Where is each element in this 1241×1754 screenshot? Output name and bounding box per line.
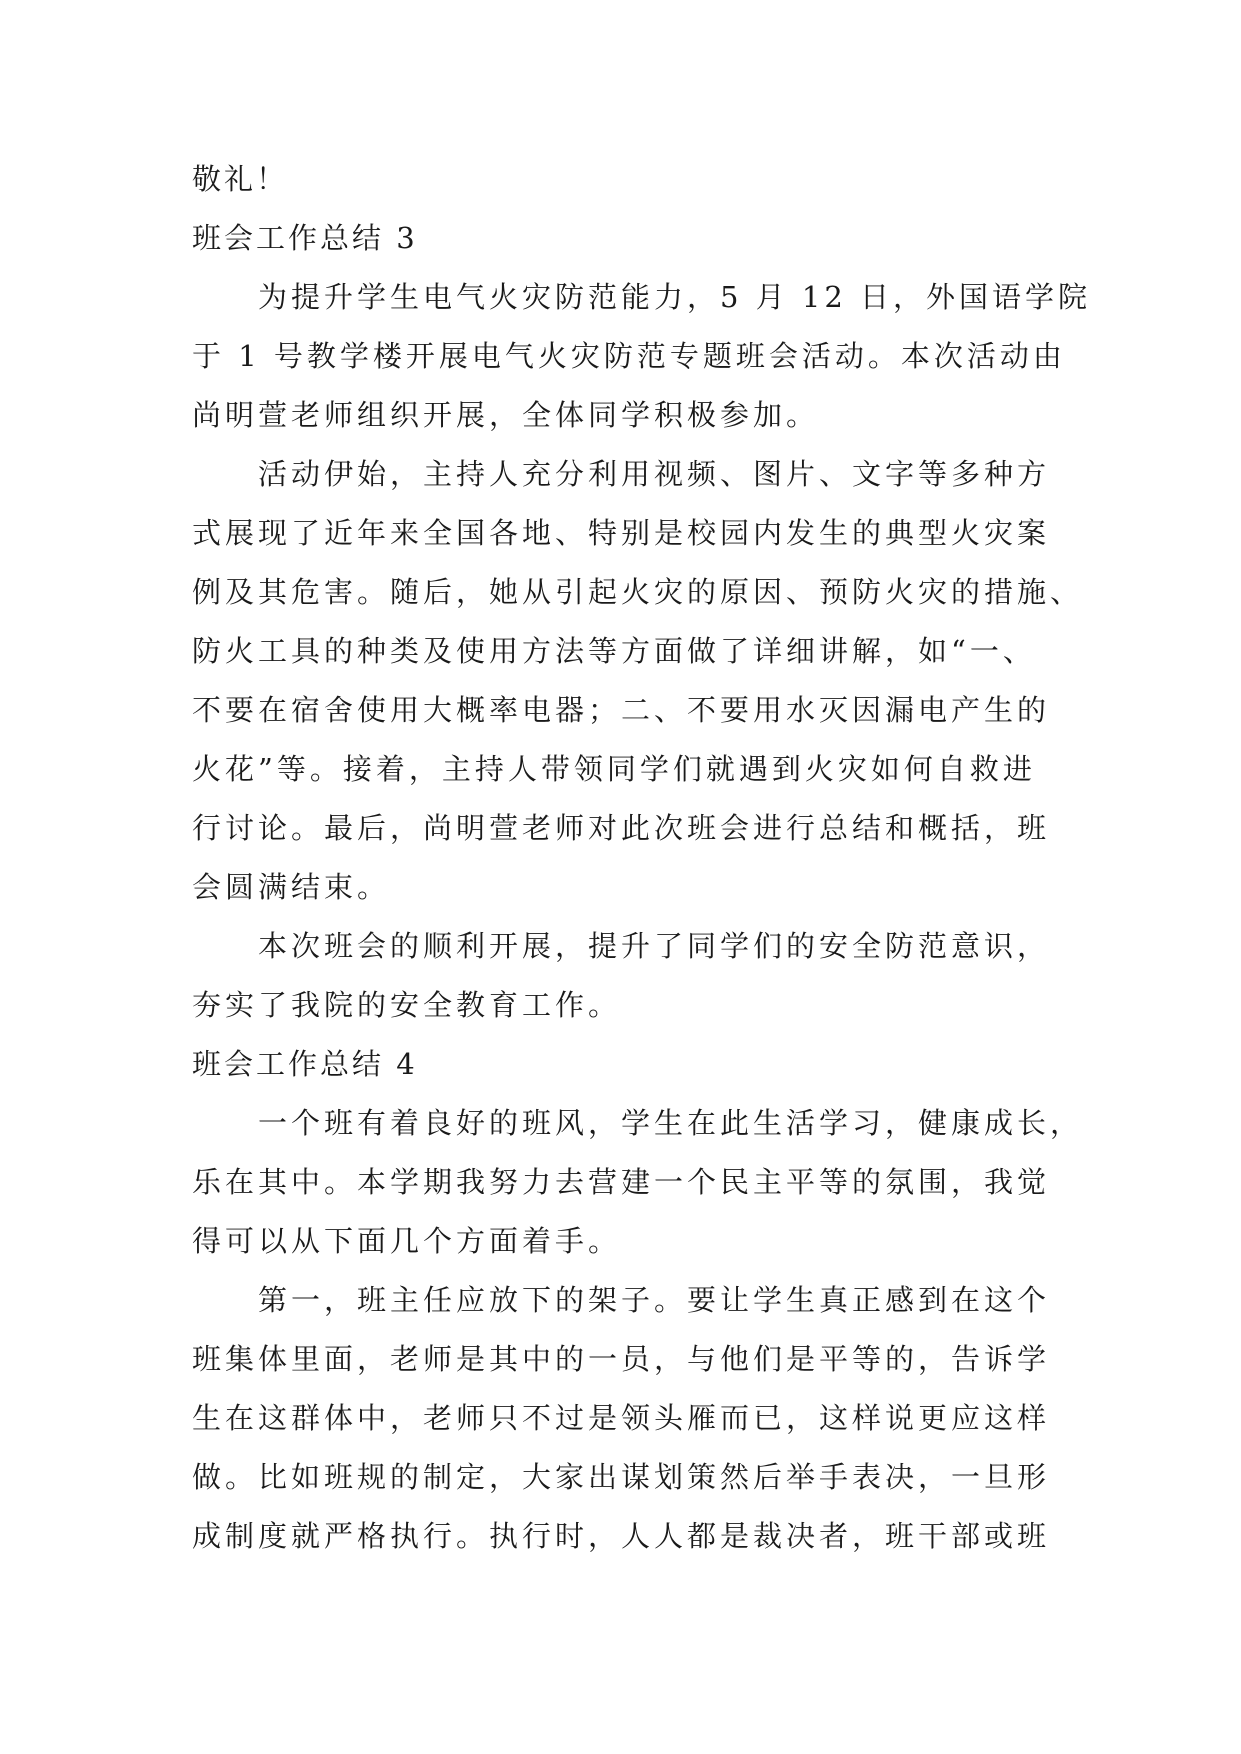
document-body	[192, 150, 1092, 1566]
section-3-heading: 班会工作总结 3	[192, 221, 418, 255]
paragraph-line: 防火工具的种类及使用方法等方面做了详细讲解，如“一、	[192, 634, 1036, 668]
paragraph-line: 第一，班主任应放下的架子。要让学生真正感到在这个	[258, 1283, 1051, 1317]
paragraph-line: 例及其危害。随后，她从引起火灾的原因、预防火灾的措施、	[192, 575, 1084, 609]
paragraph-line: 火花”等。接着，主持人带领同学们就遇到火灾如何自救进	[192, 752, 1036, 786]
paragraph-line: 一个班有着良好的班风，学生在此生活学习，健康成长，	[258, 1106, 1084, 1140]
section-4-paragraph-1	[192, 1094, 1084, 1271]
section-4-heading: 班会工作总结 4	[192, 1047, 418, 1081]
paragraph-line: 尚明萱老师组织开展，全体同学积极参加。	[192, 398, 820, 432]
closing-salutation: 敬礼！	[192, 162, 289, 196]
paragraph-line: 于 1 号教学楼开展电气火灾防范专题班会活动。本次活动由	[192, 339, 1066, 373]
paragraph-line: 做。比如班规的制定，大家出谋划策然后举手表决，一旦形	[192, 1460, 1051, 1494]
paragraph-line: 班集体里面，老师是其中的一员，与他们是平等的，告诉学	[192, 1342, 1051, 1376]
paragraph-line: 不要在宿舍使用大概率电器；二、不要用水灭因漏电产生的	[192, 693, 1051, 727]
paragraph-line: 本次班会的顺利开展，提升了同学们的安全防范意识，	[258, 929, 1051, 963]
paragraph-line: 为提升学生电气火灾防范能力，5 月 12 日，外国语学院	[258, 280, 1092, 314]
paragraph-line: 乐在其中。本学期我努力去营建一个民主平等的氛围，我觉	[192, 1165, 1051, 1199]
paragraph-line: 夯实了我院的安全教育工作。	[192, 988, 622, 1022]
section-4-paragraph-2	[192, 1271, 1052, 1566]
paragraph-line: 活动伊始，主持人充分利用视频、图片、文字等多种方	[258, 457, 1051, 491]
paragraph-line: 式展现了近年来全国各地、特别是校园内发生的典型火灾案	[192, 516, 1051, 550]
paragraph-line: 成制度就严格执行。执行时，人人都是裁决者，班干部或班	[192, 1519, 1051, 1553]
paragraph-line: 得可以从下面几个方面着手。	[192, 1224, 622, 1258]
section-3-paragraph-2	[192, 445, 1084, 917]
section-3-paragraph-3	[192, 917, 1052, 1035]
paragraph-line: 行讨论。最后，尚明萱老师对此次班会进行总结和概括，班	[192, 811, 1051, 845]
section-3-paragraph-1	[192, 268, 1092, 445]
paragraph-line: 会圆满结束。	[192, 870, 391, 904]
paragraph-line: 生在这群体中，老师只不过是领头雁而已，这样说更应这样	[192, 1401, 1051, 1435]
